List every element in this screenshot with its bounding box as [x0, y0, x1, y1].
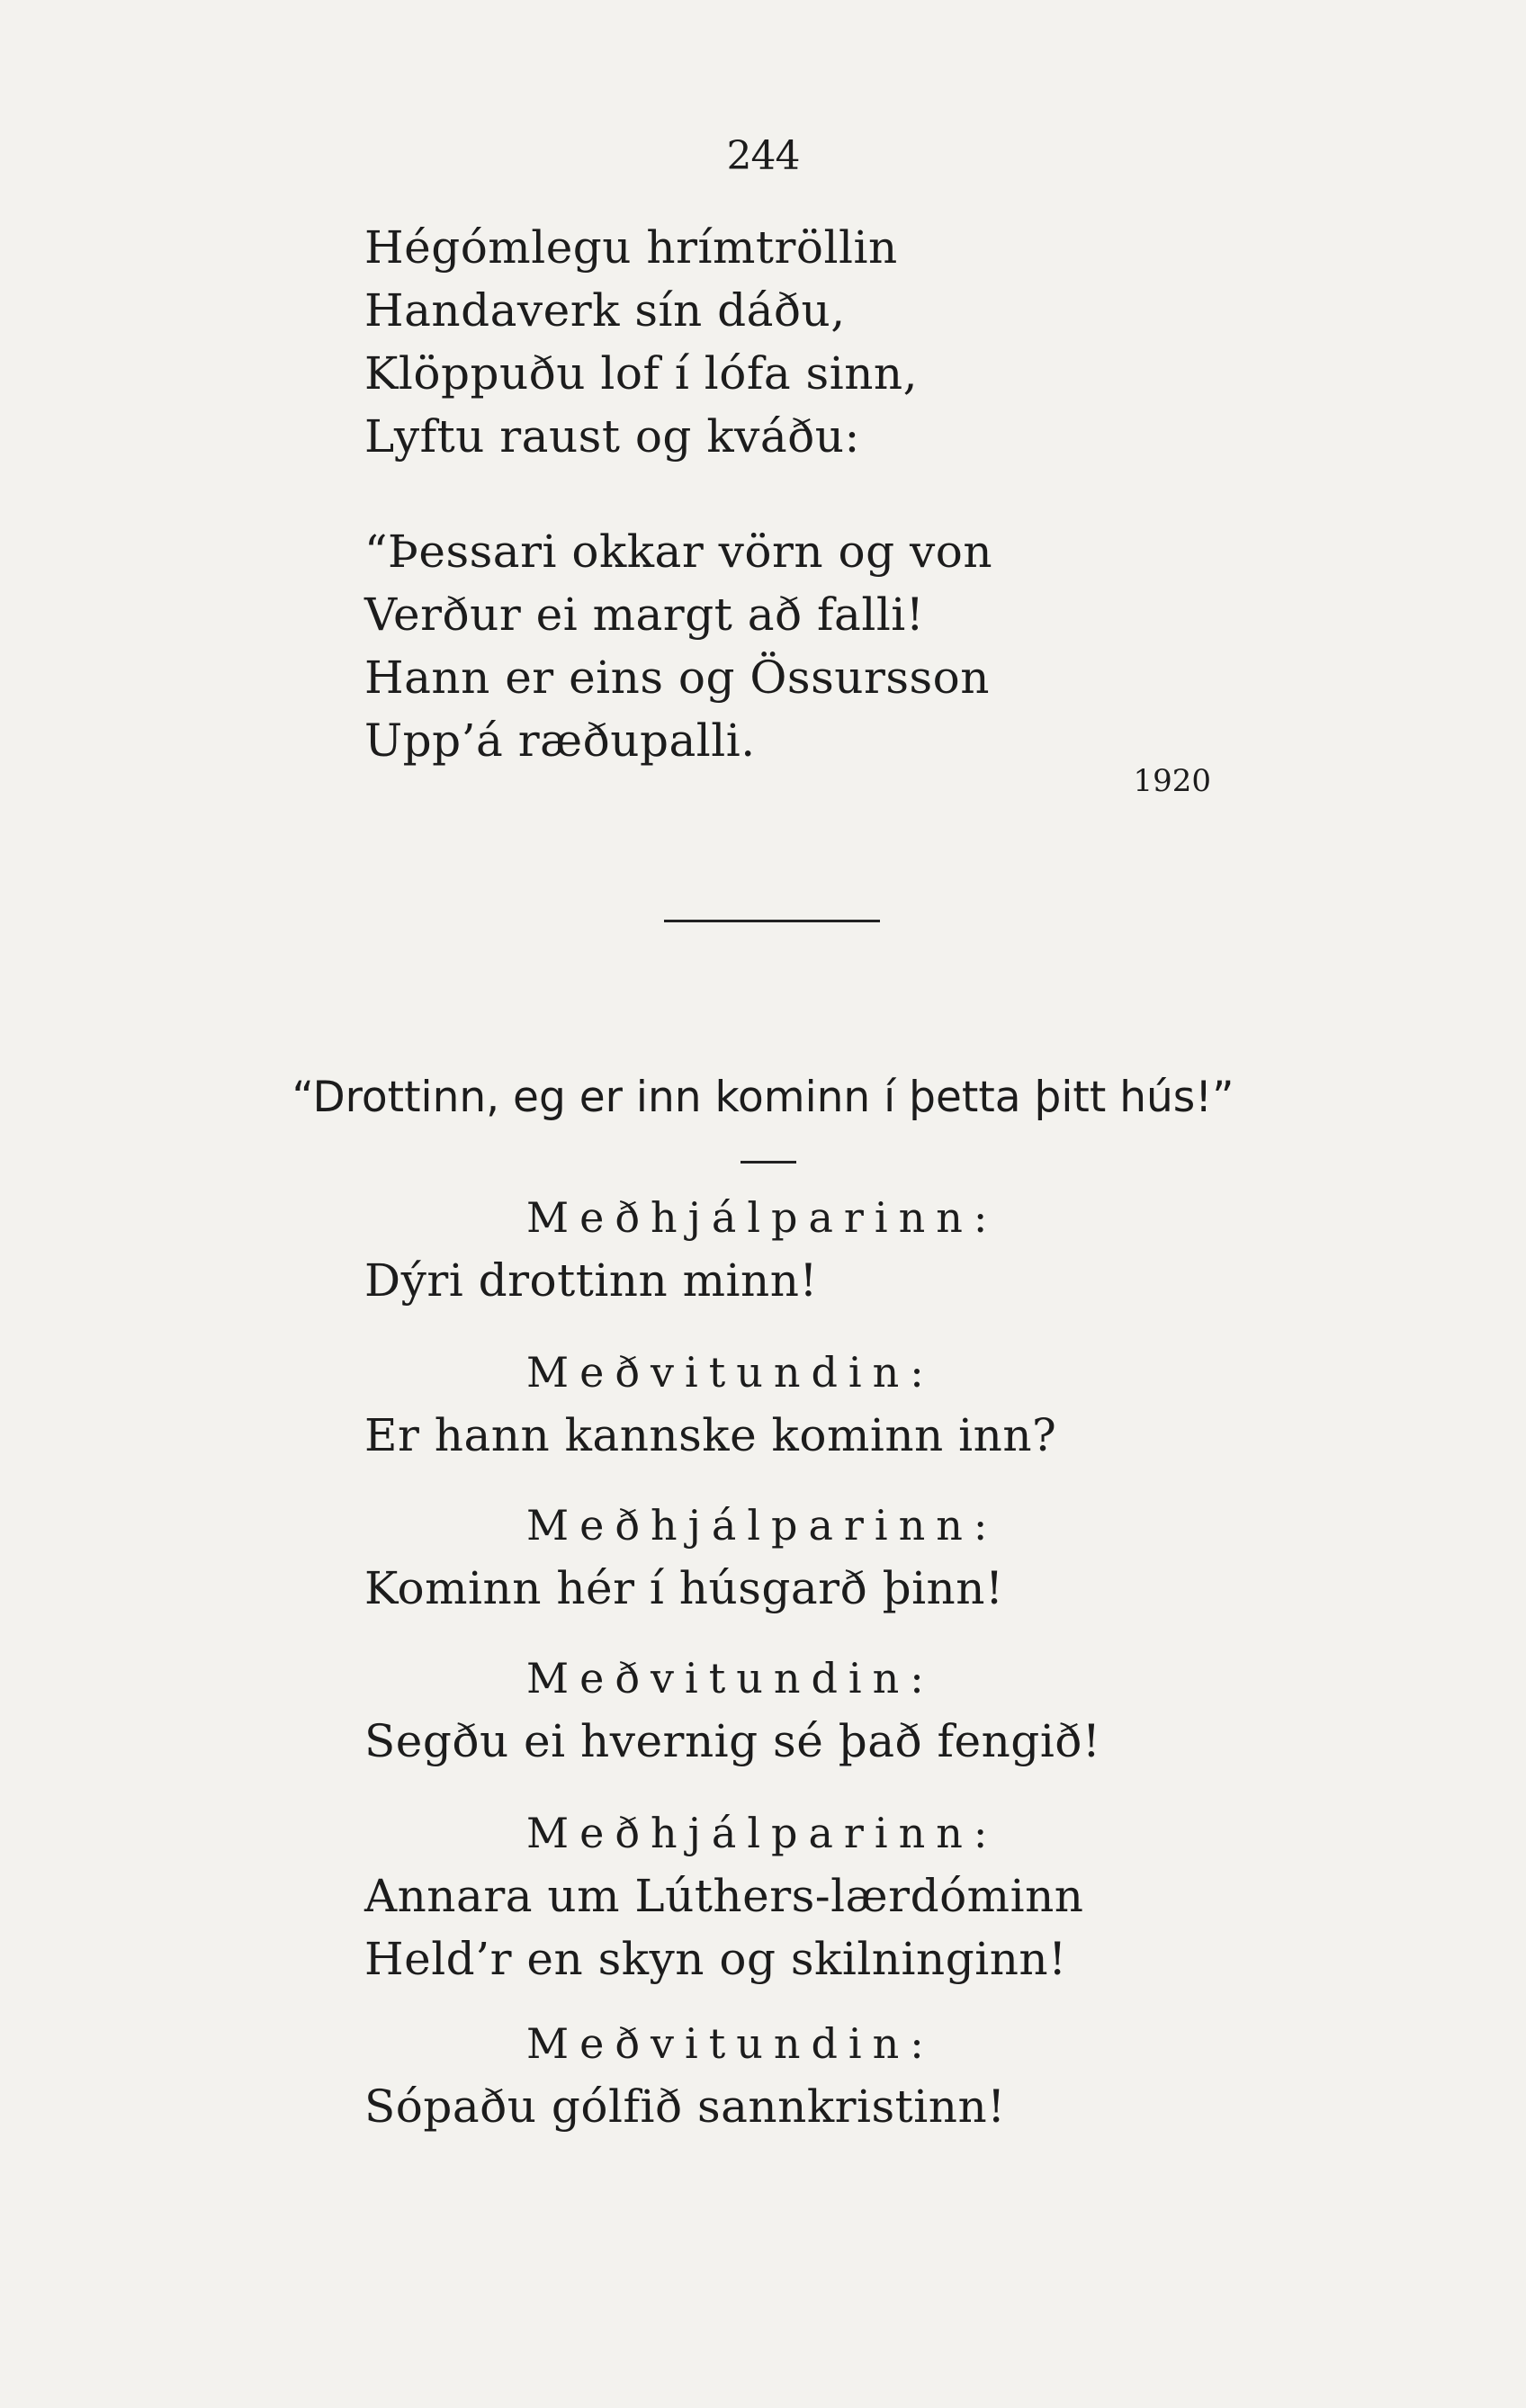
- verse-line: Hégómlegu hrímtröllin: [364, 221, 898, 274]
- verse-line: Annara um Lúthers-lærdóminn: [364, 1870, 1084, 1922]
- verse-line: “Þessari okkar vörn og von: [364, 526, 993, 578]
- section-divider: [664, 920, 880, 922]
- speaker-label: Meðhjálparinn:: [526, 1193, 999, 1242]
- stanza-2: [364, 520, 1354, 772]
- verse-line: Handaverk sín dáðu,: [364, 284, 846, 337]
- speaker-label: Meðvitundin:: [526, 2019, 935, 2068]
- verse-line: Sópaðu gólfið sannkristinn!: [364, 2080, 1006, 2133]
- verse-line: Hann er eins og Össursson: [364, 651, 990, 704]
- verse-line: Held’r en skyn og skilninginn!: [364, 1933, 1067, 1985]
- verse-line: Kominn hér í húsgarð þinn!: [364, 1562, 1004, 1614]
- verse-line: Dýri drottinn minn!: [364, 1254, 819, 1307]
- title-rule: [741, 1161, 796, 1164]
- speaker-label: Meðhjálparinn:: [526, 1501, 999, 1550]
- poem-year: 1920: [1133, 763, 1211, 799]
- verse-line: Upp’á ræðupalli.: [364, 714, 756, 767]
- dialogue-exchange: [364, 1341, 1354, 1467]
- speaker-label: Meðvitundin:: [526, 1654, 935, 1703]
- dialogue-exchange: [364, 1186, 1354, 1312]
- verse-line: Lyftu raust og kváðu:: [364, 410, 860, 463]
- dialogue-exchange: [364, 1647, 1354, 1773]
- dialogue-exchange: [364, 1494, 1354, 1620]
- page-number: 244: [726, 133, 800, 179]
- verse-line: Verður ei margt að falli!: [364, 589, 925, 641]
- verse-line: Segðu ei hvernig sé það fengið!: [364, 1715, 1101, 1767]
- dialogue-exchange: [364, 1802, 1354, 1990]
- stanza-1: [364, 216, 1354, 468]
- poem-title: “Drottinn, eg er inn kominn í þetta þitt hús!”: [292, 1073, 1234, 1122]
- dialogue-exchange: [364, 2012, 1354, 2138]
- speaker-label: Meðhjálparinn:: [526, 1809, 999, 1857]
- verse-line: Er hann kannske kominn inn?: [364, 1409, 1057, 1461]
- verse-line: Klöppuðu lof í lófa sinn,: [364, 347, 918, 400]
- speaker-label: Meðvitundin:: [526, 1348, 935, 1397]
